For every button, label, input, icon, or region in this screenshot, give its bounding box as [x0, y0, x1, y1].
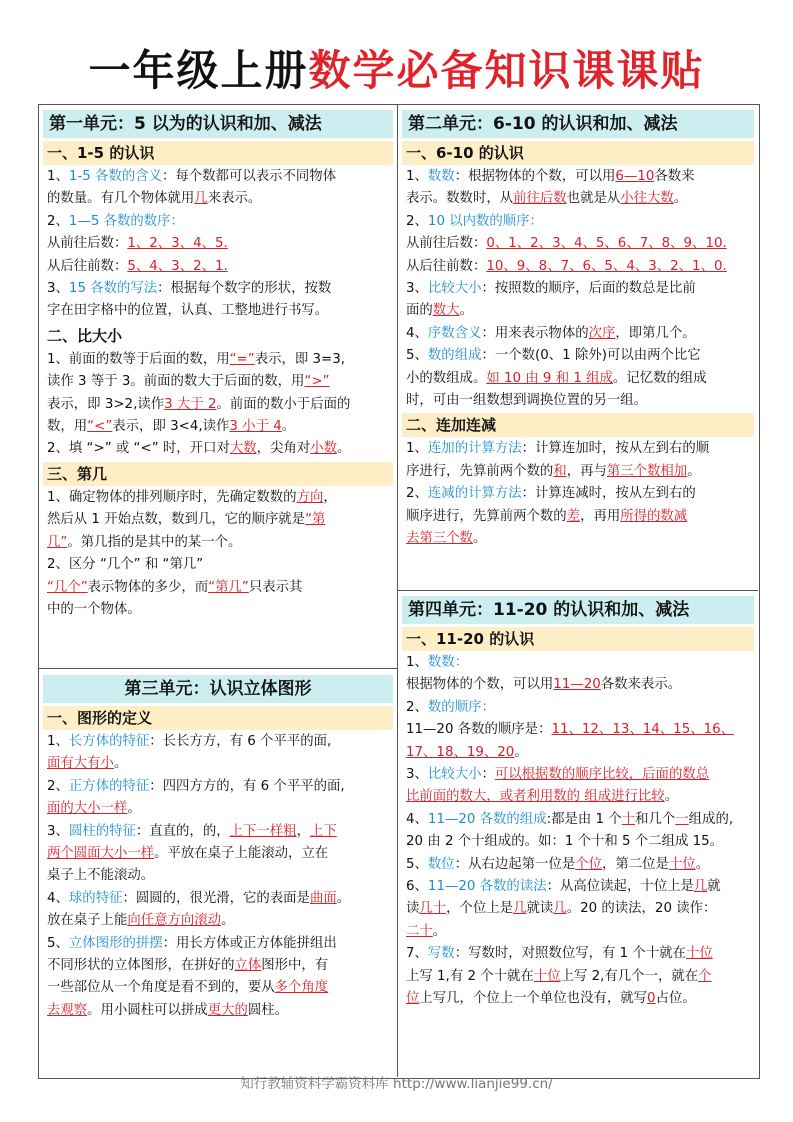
unit2-item4: 4、序数含义：用来表示物体的次序，即第几个。	[406, 325, 696, 341]
right-section-divider	[397, 590, 758, 591]
unit3-panel	[43, 675, 393, 1022]
unit1-item2: 2、1—5 各数的数序： 从前往后数：1、2、3、4、5. 从后往前数：5、4、3、2、1.	[47, 213, 228, 274]
unit4-panel	[402, 596, 754, 1011]
unit4-item6: 6、11—20 各数的读法：从高位读起，十位上是几就 读几十，个位上是几就读几。20 的读法，20 读作： 二十。	[406, 879, 721, 939]
unit2-item3: 3、比较大小：按照数的顺序，后面的数总是比前 面的数大。	[406, 281, 696, 319]
unit4-item4: 4、11—20 各数的组成:都是由 1 个十和几个一组成的, 20 由 2 个十组成的。如：1 个十和 5 个二组成 15。	[406, 811, 734, 850]
unit2-item2: 2、10 以内数的顺序： 从前往后数：0、1、2、3、4、5、6、7、8、9、10. 从后往前数：10、9、8、7、6、5、4、3、2、1、0.	[406, 213, 727, 274]
unit3-item2: 2、正方体的特征：四四方方的，有 6 个平平的面, 面的大小一样。	[47, 778, 345, 817]
unit1-section2-heading: 二、比大小	[47, 326, 123, 345]
unit4-title: 第四单元：11-20 的认识和加、减法	[402, 596, 754, 624]
unit2-add-item: 1、连加的计算方法：计算连加时，按从左到右的顺 序进行，先算前两个数的和，再与第三个数相加。	[406, 441, 710, 479]
unit3-item1: 1、长方体的特征：长长方方，有 6 个平平的面, 面有大有小。	[47, 734, 332, 772]
unit1-section3-heading: 三、第几	[43, 462, 393, 486]
unit2-item1: 1、数数：根据物体的个数，可以用6—10各数来 表示。数数时，从前往后数也就是从小往大数。	[406, 169, 695, 207]
unit2-sub-item: 2、连减的计算方法：计算连减时，按从左到右的 顺序进行，先算前两个数的差，再用所得的数减 去第三个数。	[406, 486, 696, 547]
unit3-item3: 3、圆柱的特征：直直的，的，上下一样粗，上下 两个圆面大小一样。平放在桌子上能滚动，立在 桌子上不能滚动。	[47, 823, 337, 884]
unit2-item5: 5、数的组成：一个数(0、1 除外)可以由两个比它 小的数组成。如 10 由 9 和 1 组成。记忆数的组成 时，可由一组数想到调换位置的另一组。	[406, 348, 707, 409]
left-section-divider	[38, 668, 398, 669]
unit4-item2: 2、数的顺序： 11—20 各数的顺序是：11、12、13、14、15、16、 17、18、19、20。	[406, 699, 735, 760]
title-red: 数学必备知识课课贴	[308, 46, 705, 95]
unit1-item1: 1、1-5 各数的含义：每个数都可以表示不同物体 的数量。有几个物体就用几来表示。	[47, 169, 337, 207]
unit2-title: 第二单元：6-10 的认识和加、减法	[402, 110, 754, 138]
unit4-item1: 1、数数： 根据物体的个数，可以用11—20各数来表示。	[406, 655, 682, 693]
unit2-section2-heading: 二、连加连减	[402, 413, 754, 437]
unit4-section1-heading: 一、11-20 的认识	[402, 627, 754, 651]
unit1-title: 第一单元：5 以为的认识和加、减法	[43, 110, 393, 138]
unit2-panel	[402, 110, 754, 551]
unit4-item7: 7、写数：写数时，对照数位写，有 1 个十就在十位 上写 1,有 2 个十就在十位上写 2,有几个一，就在个 位上写几，个位上一个单位也没有，就写0占位。	[406, 946, 713, 1007]
unit4-item5: 5、数位：从右边起第一位是个位，第二位是十位。	[406, 856, 710, 872]
page-title	[0, 38, 793, 98]
unit1-compare-item1: 1、前面的数等于后面的数，用“=”表示，即 3=3, 读作 3 等于 3。前面的数大于后面的数，用“>” 表示，即 3>2,读作3 大于 2。前面的数小于后面的 数，用“<”表示，即 3<4,读作3 小于 4。	[47, 351, 351, 435]
unit1-order-item2: 2、区分 “几个” 和 “第几” “几个”表示物体的多少，而“第几”只表示其 中的一个物体。	[47, 557, 303, 617]
unit3-item5: 5、立体图形的拼摆：用长方体或正方体能拼组出 不同形状的立体图形，在拼好的立体图形中，有 一些部位从一个角度是看不到的，要从多个角度 去观察。用小圆柱可以拼成更大的圆柱。	[47, 935, 337, 1018]
unit3-section1-heading: 一、图形的定义	[43, 706, 393, 730]
unit1-section1-heading: 一、1-5 的认识	[43, 141, 393, 165]
unit3-item4: 4、球的特征：圆圆的，很光滑，它的表面是曲面。 放在桌子上能向任意方向滚动。	[47, 890, 351, 929]
footer-watermark: 知行教辅资料学霸资料库 http://www.lianjie99.cn/	[240, 1076, 553, 1092]
unit1-item3: 3、15 各数的写法：根据每个数字的形状，按数 字在田字格中的位置，认真、工整地进行书写。	[47, 281, 332, 319]
unit1-order-item1: 1、确定物体的排列顺序时，先确定数数的方向， 然后从 1 开始点数，数到几，它的顺序就是“第 几”。第几指的是其中的某一个。	[47, 489, 337, 550]
unit4-item3: 3、比较大小：可以根据数的顺序比较，后面的数总 比前面的数大，或者利用数的 组成进行比较。	[406, 767, 710, 805]
unit1-panel	[43, 110, 393, 621]
title-black: 一年级上册	[88, 46, 309, 95]
unit1-compare-item2: 2、填 “>” 或 “<” 时，开口对大数，尖角对小数。	[47, 441, 351, 457]
unit2-section1-heading: 一、6-10 的认识	[402, 141, 754, 165]
unit3-title: 第三单元：认识立体图形	[43, 675, 393, 703]
